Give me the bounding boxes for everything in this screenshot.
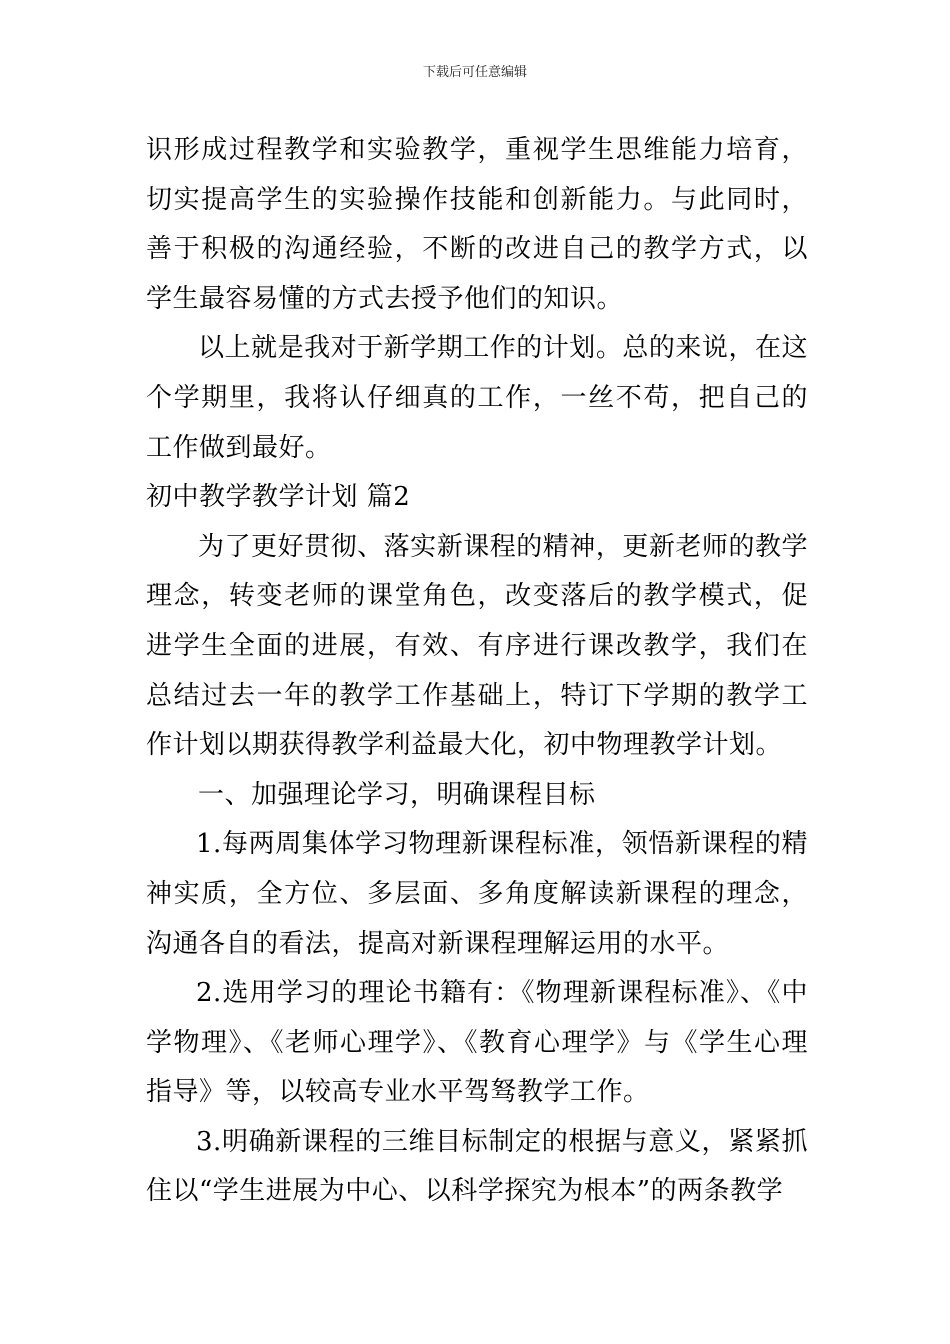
section-heading: 初中教学教学计划 篇2 — [146, 482, 411, 513]
list-item: 1.每两周集体学习物理新课程标准，领悟新课程的精神实质，全方位、多层面、多角度解读新课程的理念，沟通各自的看法，提高对新课程理解运用的水平。 — [146, 829, 808, 959]
list-item: 3.明确新课程的三维目标制定的根据与意义，紧紧抓住以“学生进展为中心、以科学探究为根本”的两条教学 — [146, 1126, 808, 1207]
paragraph-summary: 以上就是我对于新学期工作的计划。总的来说，在这个学期里，我将认仔细真的工作，一丝不苟，把自己的工作做到最好。 — [146, 333, 808, 463]
page-header: 下载后可任意编辑 — [422, 65, 527, 80]
paragraph-intro: 为了更好贯彻、落实新课程的精神，更新老师的教学理念，转变老师的课堂角色，改变落后的教学模式，促进学生全面的进展，有效、有序进行课改教学，我们在总结过去一年的教学工作基础上，特订下学期的教学工作计划以期获得教学利益最大化，初中物理教学计划。 — [146, 531, 808, 761]
list-item: 2.选用学习的理论书籍有：《物理新课程标准》、《中学物理》、《老师心理学》、《教育心理学》与《学生心理指导》等，以较高专业水平驾驽教学工作。 — [146, 978, 808, 1108]
paragraph-continued: 识形成过程教学和实验教学，重视学生思维能力培育，切实提高学生的实验操作技能和创新能力。与此同时，善于积极的沟通经验，不断的改进自己的教学方式，以学生最容易懂的方式去授予他们的知识。 — [146, 135, 808, 314]
document-body — [146, 126, 808, 1217]
subsection-heading: 一、加强理论学习，明确课程目标 — [198, 779, 596, 810]
